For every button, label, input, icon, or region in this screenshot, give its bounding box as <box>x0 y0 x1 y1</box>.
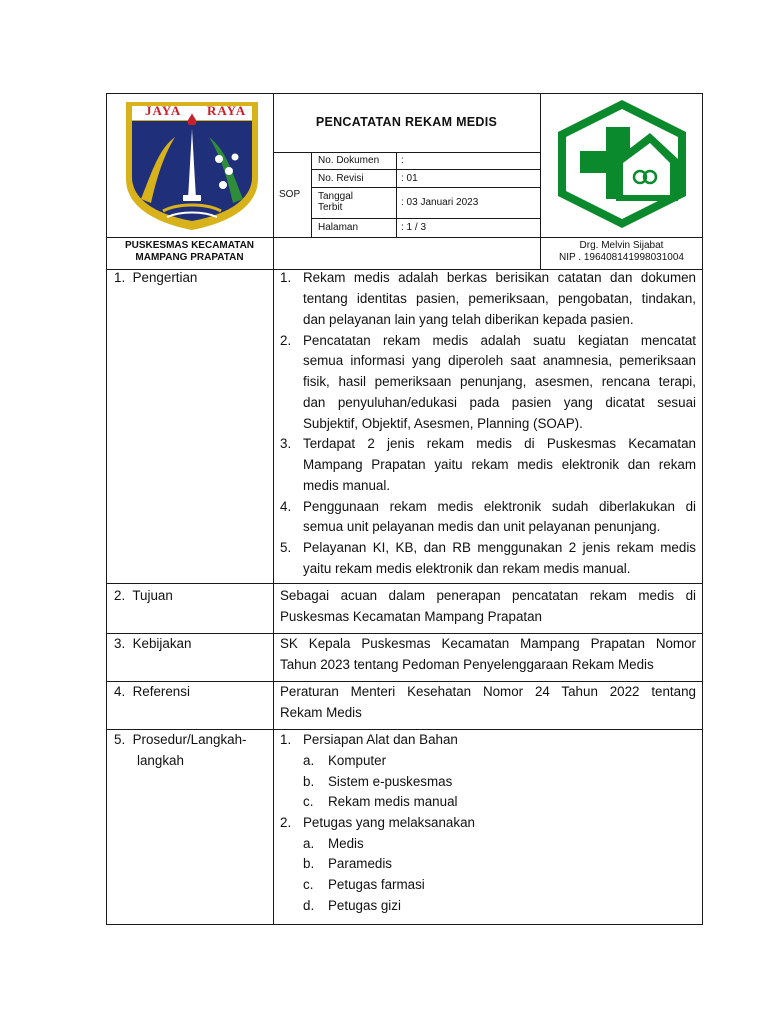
section-label-tujuan: 2. Tujuan <box>114 588 173 603</box>
pengertian-item-line: Pelayanan KI, KB, dan RB menggunakan 2 jenis rekam medis <box>303 540 696 555</box>
docinfo-label-no-revisi: No. Revisi <box>318 173 364 184</box>
prosedur-sub-item: Petugas gizi <box>328 898 401 913</box>
pengertian-item-line: semua informasi yang diperoleh saat anamnesia, pemeriksaan <box>303 353 696 368</box>
header-row-divider <box>106 237 703 238</box>
docinfo-col <box>396 152 397 237</box>
sop-document <box>106 93 703 925</box>
pengertian-item-line: fisik, hasil pemeriksaan penunjang, asesmen, rencana terapi, <box>303 374 696 389</box>
logo-text-raya: RAYA <box>207 103 247 118</box>
prosedur-sub-item: Sistem e-puskesmas <box>328 774 453 789</box>
pengertian-item-line: Subjektif, Objektif, Asesmen, Planning (SOAP). <box>303 416 583 431</box>
docinfo-label-halaman: Halaman <box>318 222 359 233</box>
pengertian-item-line: Pencatatan rekam medis adalah suatu kegiatan mencatat <box>303 333 696 348</box>
section-label-pengertian: 1. Pengertian <box>114 270 198 285</box>
pengertian-item-line: medis manual. <box>303 478 391 493</box>
prosedur-group-number: 1. <box>280 732 292 747</box>
pengertian-item-line: Terdapat 2 jenis rekam medis di Puskesmas Kecamatan <box>303 436 696 451</box>
prosedur-sub-letter: a. <box>303 836 315 851</box>
pengertian-item-line: dan pelayanan lain yang telah diberikan kepada pasien. <box>303 312 634 327</box>
document-title: PENCATATAN REKAM MEDIS <box>315 115 498 129</box>
org-name-line1: PUSKESMAS KECAMATAN <box>124 240 255 251</box>
prosedur-sub-letter: b. <box>303 774 315 789</box>
pengertian-item-number: 3. <box>280 436 292 451</box>
logo-text-jaya: JAYA <box>145 103 182 118</box>
prosedur-sub-item: Komputer <box>328 753 387 768</box>
docinfo-label-no-dokumen: No. Dokumen <box>318 155 380 166</box>
prosedur-sub-letter: c. <box>303 877 314 892</box>
prosedur-sub-letter: a. <box>303 753 315 768</box>
pengertian-item-line: dan penyuluhan/edukasi pada pasien yang dicatat sesuai <box>303 395 696 410</box>
sop-label: SOP <box>279 189 301 200</box>
docinfo-col <box>311 152 312 237</box>
docinfo-label-tanggal-terbit: Tanggal Terbit <box>318 191 354 213</box>
docinfo-line <box>311 218 540 219</box>
pengertian-item-number: 2. <box>280 333 292 348</box>
section-label-prosedur-cont: langkah <box>137 753 184 768</box>
prosedur-sub-item: Paramedis <box>328 856 393 871</box>
tujuan-line: Puskesmas Kecamatan Mampang Prapatan <box>280 609 543 624</box>
section-label-prosedur: 5. Prosedur/Langkah- <box>114 732 247 747</box>
prosedur-sub-letter: d. <box>303 898 315 913</box>
docinfo-line <box>273 152 540 153</box>
section-divider <box>106 583 703 584</box>
docinfo-value-tanggal-terbit: : 03 Januari 2023 <box>401 197 479 208</box>
section-label-referensi: 4. Referensi <box>114 684 190 699</box>
tujuan-line: Sebagai acuan dalam penerapan pencatatan rekam medis di <box>280 588 696 603</box>
pengertian-item-number: 1. <box>280 270 292 285</box>
pengertian-item-line: Penggunaan rekam medis elektronik sudah diberlakukan di <box>303 499 696 514</box>
prosedur-sub-item: Petugas farmasi <box>328 877 425 892</box>
prosedur-sub-item: Rekam medis manual <box>328 794 458 809</box>
org-name-line2: MAMPANG PRAPATAN <box>135 252 244 263</box>
kebijakan-line: Tahun 2023 tentang Pedoman Penyelenggaraan Rekam Medis <box>280 657 654 672</box>
prosedur-group-title: Persiapan Alat dan Bahan <box>303 732 458 747</box>
prosedur-sub-letter: c. <box>303 794 314 809</box>
referensi-line: Rekam Medis <box>280 705 362 720</box>
prosedur-group-number: 2. <box>280 815 292 830</box>
pengertian-item-line: tentang identitas pasien, pemeriksaan, pengobatan, tindakan, <box>303 291 696 306</box>
docinfo-value-no-revisi: : 01 <box>401 173 418 184</box>
prosedur-group-title: Petugas yang melaksanakan <box>303 815 475 830</box>
kebijakan-line: SK Kepala Puskesmas Kecamatan Mampang Prapatan Nomor <box>280 636 696 651</box>
docinfo-value-no-dokumen: : <box>401 155 404 166</box>
signer-nip: NIP . 196408141998031004 <box>559 252 684 263</box>
pengertian-item-number: 4. <box>280 499 292 514</box>
puskesmas-logo <box>552 97 692 231</box>
section-label-kebijakan: 3. Kebijakan <box>114 636 192 651</box>
body-column-divider <box>273 269 274 925</box>
pengertian-item-line: Mampang Prapatan yaitu rekam medis elektronik dan rekam <box>303 457 696 472</box>
pengertian-item-line: semua unit pelayanan medis dan unit pelayanan penunjang. <box>303 519 661 534</box>
pengertian-item-line: Rekam medis adalah berkas berisikan catatan dan dokumen <box>303 270 696 285</box>
pengertian-item-line: yaitu rekam medis elektronik dan rekam medis manual. <box>303 561 631 576</box>
docinfo-value-halaman: : 1 / 3 <box>401 222 427 233</box>
docinfo-line <box>311 187 540 188</box>
docinfo-line <box>311 169 540 170</box>
signer-name: Drg. Melvin Sijabat <box>579 240 664 251</box>
prosedur-sub-letter: b. <box>303 856 315 871</box>
jaya-raya-logo <box>123 99 261 233</box>
prosedur-sub-item: Medis <box>328 836 364 851</box>
referensi-line: Peraturan Menteri Kesehatan Nomor 24 Tahun 2022 tentang <box>280 684 696 699</box>
pengertian-item-number: 5. <box>280 540 292 555</box>
